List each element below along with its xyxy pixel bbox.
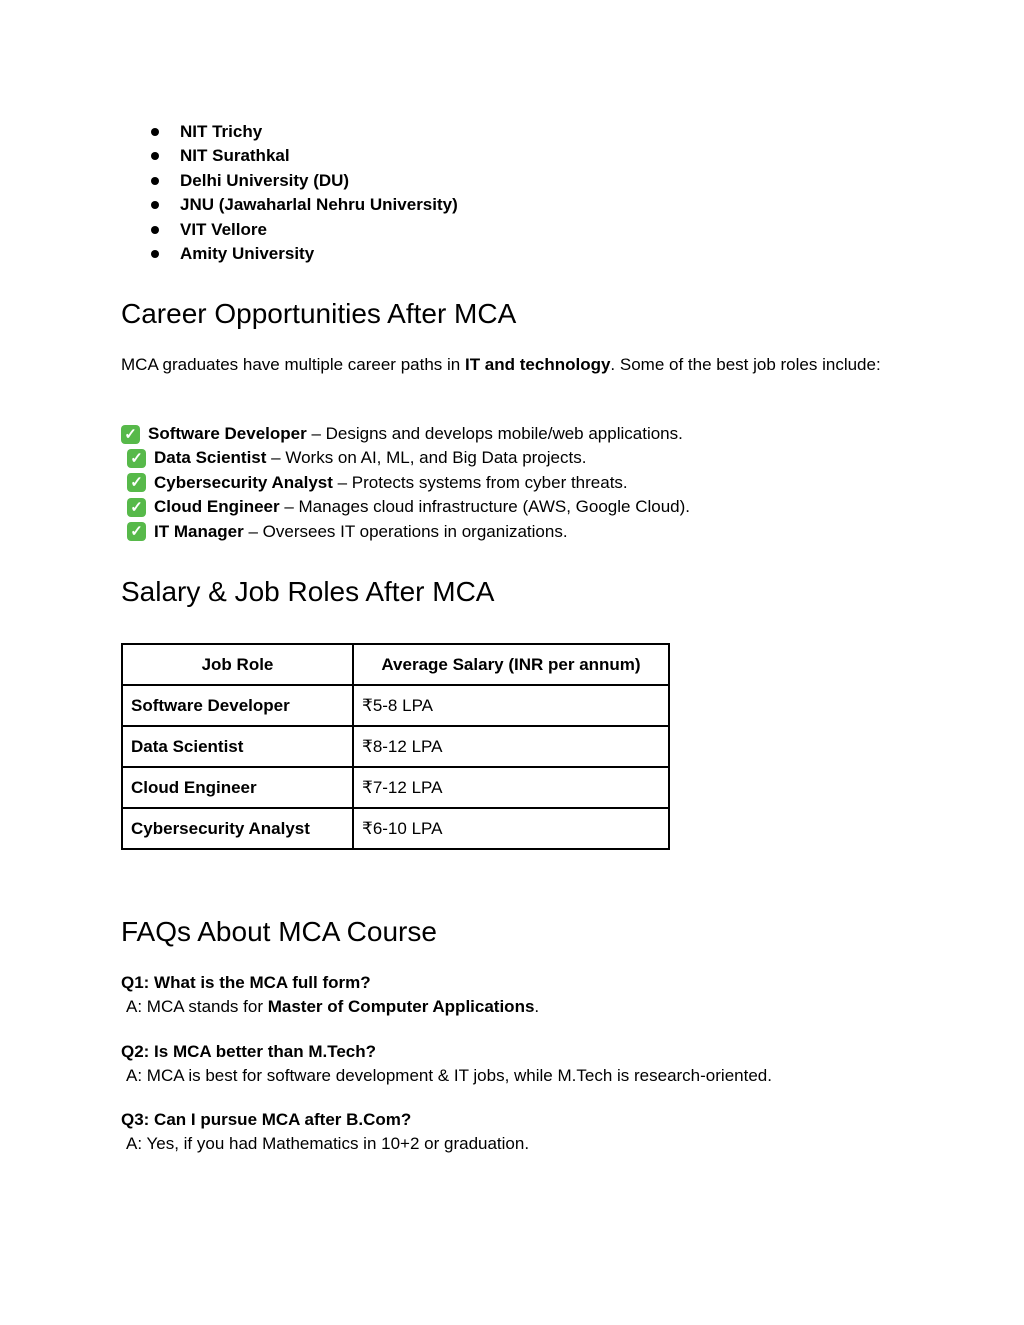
list-item-label: NIT Surathkal <box>180 146 290 166</box>
list-item <box>121 520 690 544</box>
faq-answer <box>126 995 539 1019</box>
list-item-label: NIT Trichy <box>180 122 263 141</box>
career-title: IT Manager <box>154 521 244 541</box>
list-item <box>151 120 458 144</box>
list-item-label: Amity University <box>180 243 315 263</box>
bullet-icon <box>151 226 159 234</box>
table-cell-salary: ₹7-12 LPA <box>353 767 669 808</box>
table-cell-salary: ₹8-12 LPA <box>353 726 669 767</box>
faq-answer <box>126 1064 772 1088</box>
career-list <box>121 422 690 544</box>
list-item <box>121 495 690 519</box>
career-desc: – Protects systems from cyber threats. <box>332 472 628 492</box>
table-cell-salary: ₹6-10 LPA <box>353 808 669 849</box>
table-row <box>122 808 669 849</box>
career-intro <box>121 353 911 377</box>
faq-question: Q3: Can I pursue MCA after B.Com? <box>121 1110 412 1129</box>
career-title: Cloud Engineer <box>154 497 280 517</box>
bullet-icon <box>151 177 159 185</box>
faq-answer-text-end: . <box>534 997 540 1016</box>
faq-answer <box>126 1132 529 1156</box>
list-item <box>121 422 690 446</box>
career-desc: – Designs and develops mobile/web applications. <box>306 424 683 443</box>
list-item-label: VIT Vellore <box>180 219 267 239</box>
career-desc: – Manages cloud infrastructure (AWS, Google Cloud). <box>279 497 691 517</box>
check-mark-icon: ✓ <box>127 522 146 541</box>
bullet-icon <box>151 250 159 258</box>
university-list <box>151 120 458 266</box>
bullet-icon <box>151 152 159 160</box>
faq-question: Q2: Is MCA better than M.Tech? <box>121 1042 377 1061</box>
list-item-label: JNU (Jawaharlal Nehru University) <box>180 195 458 215</box>
list-item <box>151 193 458 217</box>
faq-answer-text: A: MCA stands for <box>126 997 268 1016</box>
career-intro-bold: IT and technology <box>464 355 611 374</box>
check-mark-icon: ✓ <box>127 473 146 492</box>
list-item <box>121 471 690 495</box>
list-item <box>151 218 458 242</box>
table-cell-role: Data Scientist <box>122 726 353 767</box>
salary-table <box>121 643 670 850</box>
bullet-icon <box>151 128 159 136</box>
career-title: Data Scientist <box>154 448 267 468</box>
list-item <box>151 144 458 168</box>
check-mark-icon: ✓ <box>127 449 146 468</box>
table-row <box>122 726 669 767</box>
check-mark-icon: ✓ <box>121 425 140 444</box>
table-cell-role: Software Developer <box>122 685 353 726</box>
list-item <box>151 242 458 266</box>
career-heading: Career Opportunities After MCA <box>121 298 517 329</box>
list-item-label: Delhi University (DU) <box>180 170 350 190</box>
career-title: Cybersecurity Analyst <box>154 472 333 492</box>
table-header-row <box>122 644 669 685</box>
table-row <box>122 767 669 808</box>
career-desc: – Oversees IT operations in organizations. <box>243 521 568 541</box>
career-intro-text-end: . Some of the best job roles include: <box>610 355 881 374</box>
faq-heading: FAQs About MCA Course <box>121 916 437 947</box>
faq-answer-text: A: MCA is best for software development & IT jobs, while M.Tech is research-oriented. <box>126 1066 772 1085</box>
table-cell-role: Cloud Engineer <box>122 767 353 808</box>
faq-answer-bold: Master of Computer Applications <box>267 997 535 1016</box>
bullet-icon <box>151 201 159 209</box>
table-cell-role: Cybersecurity Analyst <box>122 808 353 849</box>
column-header: Average Salary (INR per annum) <box>353 644 669 685</box>
column-header: Job Role <box>122 644 353 685</box>
salary-heading: Salary & Job Roles After MCA <box>121 576 495 607</box>
table-row <box>122 685 669 726</box>
list-item <box>151 169 458 193</box>
check-mark-icon: ✓ <box>127 498 146 517</box>
career-desc: – Works on AI, ML, and Big Data projects. <box>266 448 587 468</box>
career-title: Software Developer <box>148 424 307 443</box>
faq-question: Q1: What is the MCA full form? <box>121 973 371 992</box>
faq-answer-text: A: Yes, if you had Mathematics in 10+2 or graduation. <box>126 1134 530 1153</box>
career-intro-text: MCA graduates have multiple career paths in <box>121 355 465 374</box>
table-cell-salary: ₹5-8 LPA <box>353 685 669 726</box>
list-item <box>121 446 690 470</box>
